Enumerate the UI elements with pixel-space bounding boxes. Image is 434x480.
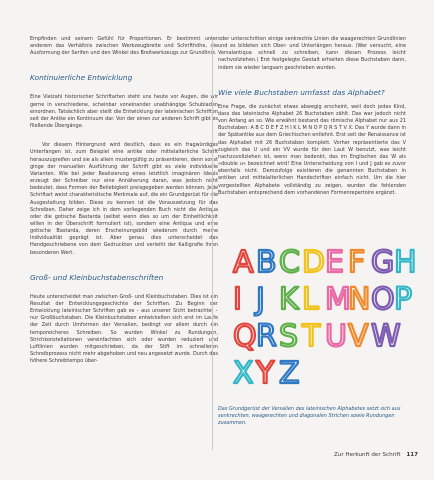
alphabet-letter-v: V bbox=[348, 319, 369, 354]
page-footer bbox=[288, 451, 418, 459]
alphabet-letter-y: Y bbox=[256, 356, 275, 391]
alphabet-letter-e: E bbox=[325, 245, 344, 280]
alphabet-letter-b: B bbox=[256, 245, 277, 280]
alphabet-letter-a: A bbox=[233, 245, 254, 280]
footer-chapter: Zur Herkunft der Schrift bbox=[333, 452, 401, 458]
heading-kontinuierliche-entwicklung: Kontinuierliche Entwicklung bbox=[30, 73, 133, 83]
alphabet-letter-c: C bbox=[279, 245, 300, 280]
alphabet-letter-g: G bbox=[371, 245, 395, 280]
alphabet-letter-k: K bbox=[279, 282, 299, 317]
alphabet-illustration bbox=[229, 242, 429, 397]
alphabet-letter-i: I bbox=[233, 282, 242, 317]
right-column bbox=[218, 36, 406, 197]
alphabet-letter-q: Q bbox=[233, 319, 257, 354]
right-intro-paragraph: oder unterschritten einige senkrechte Linien die waagerechten Grundlinien und es bildeten sich Ober- und Unterlängen heraus. (Wer versucht, eine Versalantiqua schnell zu schreiben, kann diesen Prozess leicht nachvollziehen.) Erst festgelegte Gestalt erhielten diese Buchstaben dann, indem sie wieder langsam geschrieben wurden. bbox=[218, 36, 406, 71]
column-divider bbox=[212, 38, 213, 450]
alphabet-letter-l: L bbox=[302, 282, 319, 317]
heading-buchstaben-alphabet: Wie viele Buchstaben umfasst das Alphabet? bbox=[218, 87, 385, 97]
left-column bbox=[30, 36, 218, 365]
heading-gross-kleinbuchstaben: Groß- und Kleinbuchstabenschriften bbox=[30, 272, 164, 282]
alphabet-letter-n: N bbox=[348, 282, 371, 317]
left-intro-paragraph: Empfinden und seinem Gefühl für Proportionen. Er bestimmt unter anderem das Verhältnis zwischen Werkzeugbreite und Schrifthöhe, die Ausformung der Serifen und den Winkel des Breitwerkzeugs zur Grundlinie. bbox=[30, 36, 218, 57]
figure-caption: Das Grundgerüst der Versalien des lateinischen Alphabetes setzt sich aus senkrechten, waagerechten und diagonalen Strichen sowie Rundungen zusammen. bbox=[218, 406, 401, 427]
paragraph-entwicklung: Eine Vielzahl historischer Schriftarten steht uns heute vor Augen, die wir gerne in verschiedene, scheinbar voneinander unabhängige Schubladen einordnen. Tatsächlich aber stellt die Entwicklung der lateinischen Schriften seit der Antike ein Kontinuum dar. Von der einen zur anderen Schrift gibt es fließende Übergänge. bbox=[30, 94, 218, 130]
alphabet-letter-r: R bbox=[256, 319, 277, 354]
alphabet-letter-p: P bbox=[394, 282, 413, 317]
alphabet-letter-d: D bbox=[302, 245, 326, 280]
alphabet-letter-f: F bbox=[348, 245, 366, 280]
alphabet-letter-x: X bbox=[233, 356, 254, 391]
alphabet-letter-u: U bbox=[325, 319, 347, 354]
alphabet-letter-z: Z bbox=[279, 356, 300, 391]
alphabet-letter-o: O bbox=[371, 282, 395, 317]
page-number: 117 bbox=[406, 452, 418, 458]
alphabet-letter-h: H bbox=[394, 245, 417, 280]
alphabet-letter-w: W bbox=[371, 319, 401, 354]
paragraph-hintergrund: Vor diesem Hintergrund wird deutlich, dass es ein fragwürdiges Unterfangen ist, zum Beispiel eine antike oder mittelalterliche Schrift herauszugreifen und sie als allein mustergültig zu präsentieren, denn sonst ginge der manuellen Ausführung der Schrift gibt es viele individuelle Varianten. Wie bei jeder Realisierung eines letztlich imaginären Ideals erzeugt der Schreiber nur eine Annäherung daran, was jedoch nicht bedeutet, dass Formen der Beliebigkeit preisgegeben werden können. Jede Schriftart weist charakteristische Merkmale auf, die ein Grundgerüst für die Ausgestaltung bilden. Diese zu kennen ist die Voraussetzung für das Schreiben. Daher zeige ich in dem vorliegenden Buch nicht die Antiqua oder die gotische Bastarda (selbst wenn dies so um der Einheitlichkeit willen in der Überschrift formuliert ist), sondern eine Antiqua und eine gotische Bastarda, deren Erscheinungsbild wiederum durch meine Individualität geprägt ist. Aber genau dies unterscheidet das Handgeschriebene von dem Gedruckten und verleiht der Kalligrafie ihren besonderen Wert. bbox=[30, 142, 218, 256]
alphabet-svg bbox=[229, 242, 429, 397]
alphabet-letter-t: T bbox=[302, 319, 321, 354]
alphabet-letter-s: S bbox=[279, 319, 299, 354]
alphabet-letter-j: J bbox=[256, 282, 265, 317]
paragraph-gross-kleinbuchstaben: Heute unterscheidet man zwischen Groß- und Kleinbuchstaben. Dies ist ein Resultat der Entwicklungsgeschichte der Schriften. Zu Beginn der Entwicklung lateinischer Schriften gab es – aus unserer Sicht betrachtet – nur Großbuchstaben. Die Kleinbuchstaben entwickelten sich erst im Laufe der Zeit durch Umformen der Versalien, bedingt vor allem durch ein temporeicheres Schreiben. So wurden Winkel zu Rundungen, Strichkonstellationen vereinfachten sich oder wurden reduziert und Luftlinien wurden mitgeschrieben, da der Stift im schnelleren Schreibprozess nicht mehr abgehoben und neu angesetzt wurde. Durch das höhere Schreibtempo über- bbox=[30, 293, 218, 365]
paragraph-alphabet: Eine Frage, die zunächst etwas abwegig erscheint, weil doch jedes Kind, dass das lateinische Alphabet 26 Buchstaben zählt. Das war jedoch nicht von Anfang an so. Wie erwähnt bestand das römische Alphabet nur aus 21 Buchstaben: A B C D E F Z H I K L M N O P Q R S T V X. Das Y wurde dann in der Spätantike aus dem Griechischen entlehnt. Erst seit der Renaissance ist das Alphabet mit 26 Buchstaben komplett. Vorher repräsentierte das V zugleich das U und ein VV wurde für den Laut W benutzt, was leicht nachzuvollziehen ist, wenn man bedenkt, das im Englischen das W als »double u« bezeichnet wird! Eine Unterscheidung von I und J gab es zuvor ebenfalls nicht. Demzufolge existieren die genannten Buchstaben in antiken und mittelalterlichen Handschriften einfach nicht. Um die hier vorgestellten Alphabete vollständig zu zeigen, wurden die fehlenden Buchstaben entsprechend dem vorhandenen Formenrepertoire ergänzt. bbox=[218, 103, 406, 196]
alphabet-letter-m: M bbox=[325, 282, 351, 317]
